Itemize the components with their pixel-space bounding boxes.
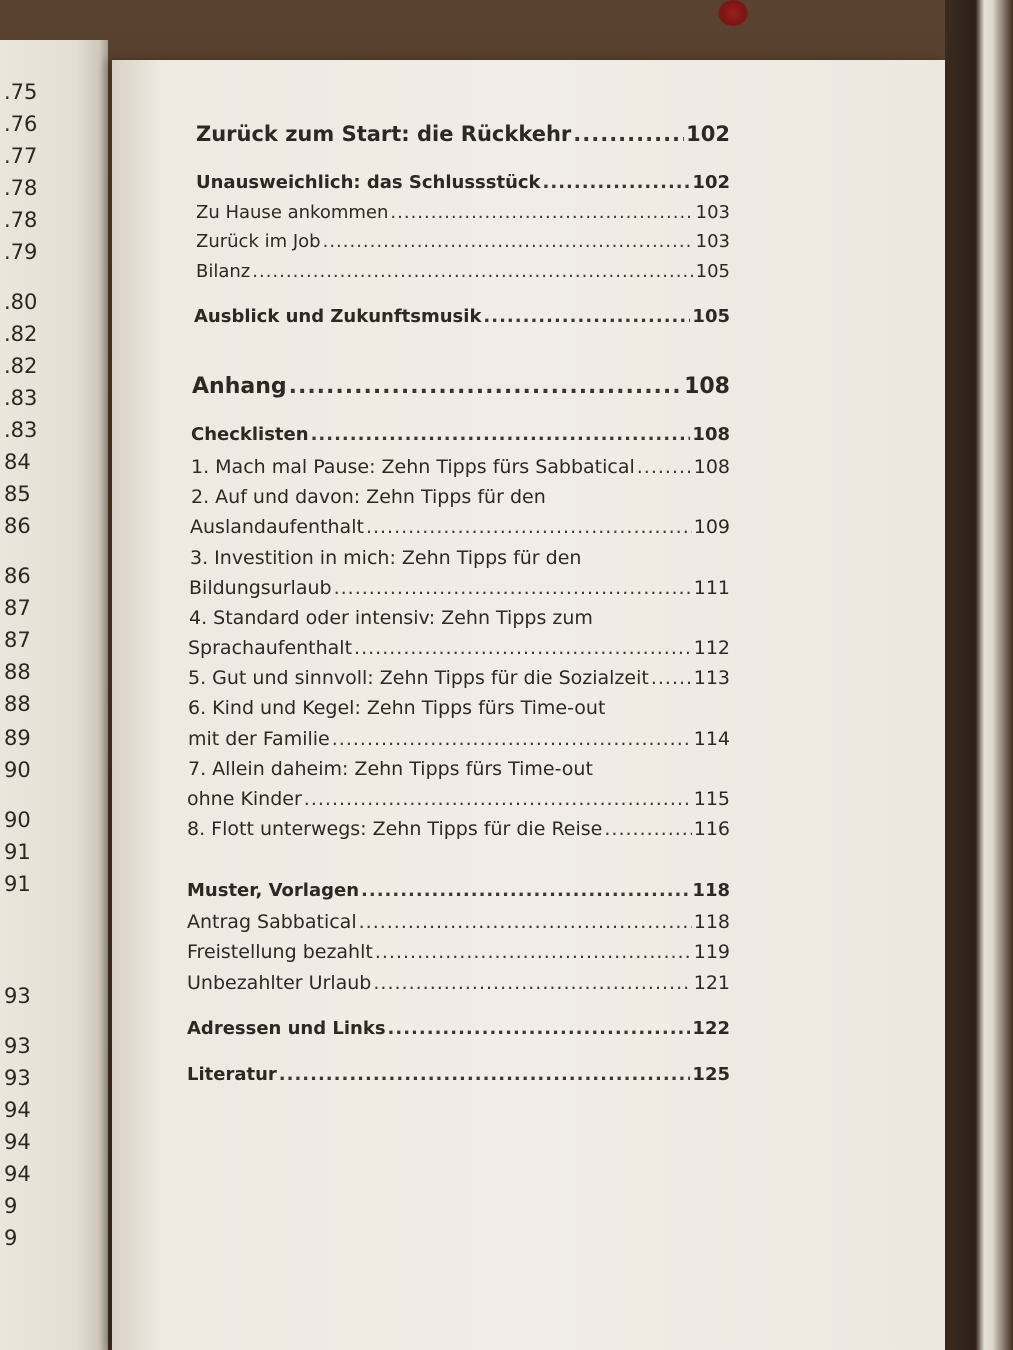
- toc-heading: [187, 880, 730, 901]
- toc-heading: [196, 172, 730, 193]
- toc-leader-dots: [304, 788, 692, 810]
- toc-item: [187, 941, 730, 963]
- red-stain-mark: [718, 0, 748, 26]
- toc-leader-dots: [332, 728, 692, 750]
- toc-heading-label: Ausblick und Zukunftsmusik: [194, 306, 482, 327]
- left-page-number: 93: [4, 1066, 31, 1090]
- toc-section-label: Anhang: [192, 374, 287, 399]
- left-page-number: 93: [4, 1034, 31, 1058]
- toc-page-number: 108: [684, 374, 730, 399]
- toc-section-label: Zurück zum Start: die Rückkehr: [196, 122, 572, 146]
- left-page-number: .77: [4, 144, 38, 168]
- toc-leader-dots: [543, 172, 691, 193]
- toc-item: [191, 456, 730, 478]
- toc-item-label: Bilanz: [196, 261, 251, 282]
- toc-page-number: 102: [686, 122, 730, 146]
- toc-leader-dots: [361, 880, 690, 901]
- previous-page-edge: [0, 40, 108, 1350]
- left-page-number: .79: [4, 240, 38, 264]
- toc-item-label: 8. Flott unterwegs: Zehn Tipps für die Reise: [187, 818, 603, 840]
- toc-section-title: [192, 374, 730, 399]
- toc-item: [188, 637, 730, 659]
- toc-leader-dots: [252, 261, 693, 282]
- toc-page-number: 113: [693, 667, 730, 689]
- toc-heading-label: Unausweichlich: das Schlussstück: [196, 172, 541, 193]
- toc-leader-dots: [604, 818, 691, 840]
- toc-leader-dots: [354, 637, 692, 659]
- left-page-number: .82: [4, 354, 38, 378]
- toc-page-number: 109: [693, 516, 730, 538]
- toc-leader-dots: [311, 424, 691, 445]
- toc-leader-dots: [388, 1018, 691, 1039]
- toc-page-number: 102: [692, 172, 730, 193]
- toc-item: [188, 728, 730, 750]
- toc-leader-dots: [375, 941, 692, 963]
- toc-item: [190, 516, 730, 538]
- left-page-number: 85: [4, 482, 31, 506]
- toc-item: [187, 788, 730, 810]
- left-page-number: 87: [4, 628, 31, 652]
- left-page-number: 86: [4, 514, 31, 538]
- left-page-number: 88: [4, 692, 31, 716]
- toc-item-label: 2. Auf und davon: Zehn Tipps für den: [191, 486, 546, 508]
- toc-item: [187, 972, 730, 994]
- toc-heading: [191, 424, 730, 445]
- toc-page-number: 121: [693, 972, 730, 994]
- toc-item-label: Zu Hause ankommen: [196, 202, 389, 223]
- left-page-number: 94: [4, 1130, 31, 1154]
- toc-item-label: Freistellung bezahlt: [187, 941, 373, 963]
- left-page-number: 90: [4, 758, 31, 782]
- table-of-contents: [112, 60, 945, 1350]
- toc-page-number: 115: [693, 788, 730, 810]
- toc-leader-dots: [483, 306, 690, 327]
- toc-item-label: 6. Kind und Kegel: Zehn Tipps fürs Time-out: [188, 697, 606, 719]
- toc-section-title: [196, 122, 730, 146]
- toc-leader-dots: [323, 231, 694, 252]
- toc-leader-dots: [637, 456, 692, 478]
- toc-item-label: mit der Familie: [188, 728, 330, 750]
- toc-heading: [194, 306, 730, 327]
- left-page-number: .78: [4, 208, 38, 232]
- toc-heading-label: Checklisten: [191, 424, 309, 445]
- toc-page-number: 111: [693, 577, 730, 599]
- toc-page-number: 103: [695, 202, 730, 223]
- toc-page: [112, 60, 945, 1350]
- toc-leader-dots: [279, 1064, 691, 1085]
- toc-item-label: Auslandaufenthalt: [190, 516, 364, 538]
- toc-heading: [187, 1064, 730, 1085]
- toc-item-label: Zurück im Job: [196, 231, 321, 252]
- toc-item: [196, 202, 730, 223]
- toc-item: [188, 667, 730, 689]
- page-stack-edge: [945, 0, 1013, 1350]
- left-page-number: 91: [4, 840, 31, 864]
- toc-item-label: Bildungsurlaub: [189, 577, 332, 599]
- left-page-number: .83: [4, 418, 38, 442]
- toc-item-label: Antrag Sabbatical: [187, 911, 357, 933]
- toc-page-number: 108: [693, 456, 730, 478]
- left-page-number: 90: [4, 808, 31, 832]
- left-page-number: .83: [4, 386, 38, 410]
- toc-heading-label: Literatur: [187, 1064, 277, 1085]
- left-page-number: 87: [4, 596, 31, 620]
- toc-item-label: 4. Standard oder intensiv: Zehn Tipps zum: [189, 607, 593, 629]
- toc-leader-dots: [390, 202, 693, 223]
- toc-page-number: 116: [693, 818, 730, 840]
- toc-heading-label: Adressen und Links: [187, 1018, 386, 1039]
- toc-item-label: 1. Mach mal Pause: Zehn Tipps fürs Sabbatical: [191, 456, 635, 478]
- toc-page-number: 118: [693, 911, 730, 933]
- left-page-number: 84: [4, 450, 31, 474]
- toc-leader-dots: [651, 667, 692, 689]
- left-page-number: 88: [4, 660, 31, 684]
- left-page-number: .75: [4, 80, 38, 104]
- toc-item-label: ohne Kinder: [187, 788, 302, 810]
- toc-page-number: 125: [692, 1064, 730, 1085]
- left-page-number: 94: [4, 1098, 31, 1122]
- toc-leader-dots: [573, 122, 684, 146]
- toc-page-number: 114: [693, 728, 730, 750]
- left-page-number: 9: [4, 1194, 18, 1218]
- toc-leader-dots: [334, 577, 692, 599]
- toc-item: [196, 261, 730, 282]
- left-page-number: 94: [4, 1162, 31, 1186]
- toc-page-number: 122: [692, 1018, 730, 1039]
- toc-page-number: 105: [692, 306, 730, 327]
- toc-item: [187, 911, 730, 933]
- toc-heading: [187, 1018, 730, 1039]
- left-page-number: .76: [4, 112, 38, 136]
- toc-leader-dots: [366, 516, 692, 538]
- left-page-number: 91: [4, 872, 31, 896]
- toc-page-number: 103: [695, 231, 730, 252]
- toc-page-number: 108: [692, 424, 730, 445]
- toc-item: [187, 818, 730, 840]
- toc-item-label: Sprachaufenthalt: [188, 637, 353, 659]
- toc-item-label: 5. Gut und sinnvoll: Zehn Tipps für die Sozialzeit: [188, 667, 649, 689]
- toc-leader-dots: [373, 972, 691, 994]
- toc-heading-label: Muster, Vorlagen: [187, 880, 360, 901]
- left-page-number: .82: [4, 322, 38, 346]
- toc-page-number: 112: [693, 637, 730, 659]
- toc-page-number: 119: [693, 941, 730, 963]
- toc-item-label: 3. Investition in mich: Zehn Tipps für den: [190, 547, 582, 569]
- left-page-number: .78: [4, 176, 38, 200]
- left-page-number: 93: [4, 984, 31, 1008]
- left-page-number: .80: [4, 290, 38, 314]
- toc-page-number: 118: [692, 880, 730, 901]
- toc-item: [189, 577, 730, 599]
- toc-page-number: 105: [695, 261, 730, 282]
- toc-leader-dots: [359, 911, 692, 933]
- toc-item: [196, 231, 730, 252]
- toc-leader-dots: [289, 374, 682, 399]
- toc-item-label: 7. Allein daheim: Zehn Tipps fürs Time-out: [188, 758, 593, 780]
- left-page-number: 86: [4, 564, 31, 588]
- toc-item-label: Unbezahlter Urlaub: [187, 972, 372, 994]
- left-page-number: 89: [4, 726, 31, 750]
- left-page-number: 9: [4, 1226, 18, 1250]
